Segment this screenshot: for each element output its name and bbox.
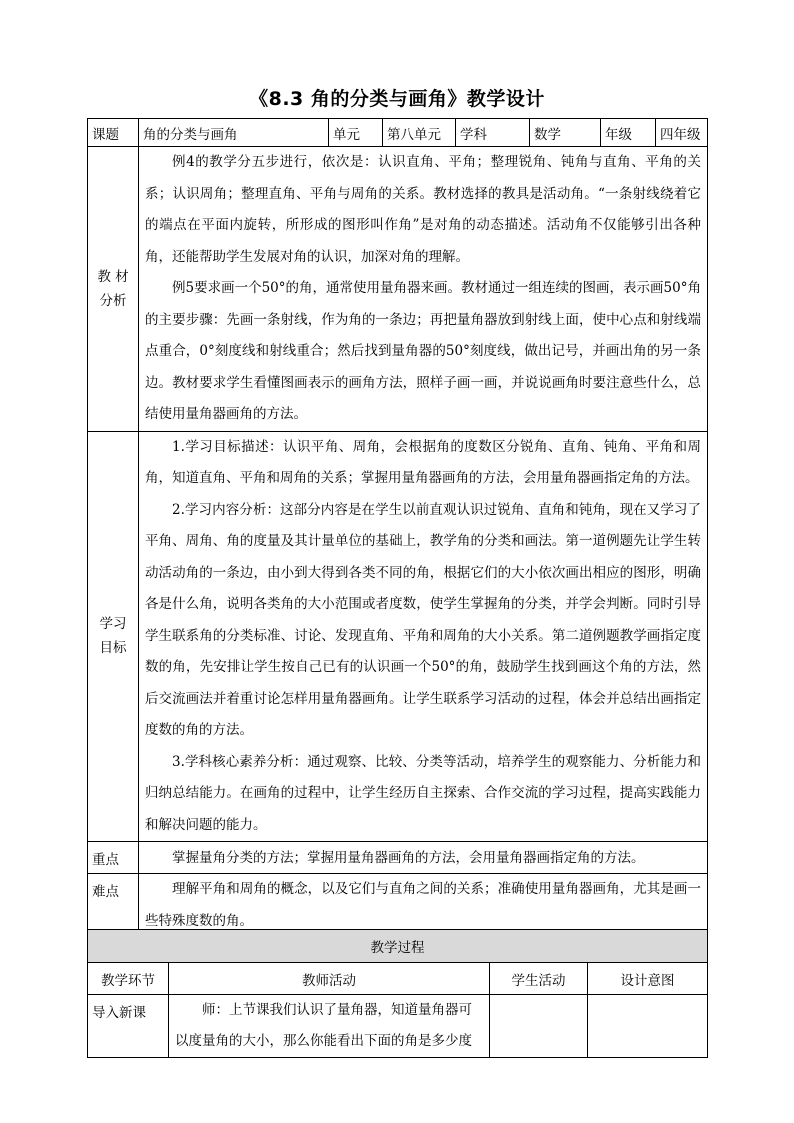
process-heading-row (88, 930, 708, 963)
grade-value: 四年级 (656, 119, 708, 147)
difficulty-label: 难点 (88, 874, 139, 938)
process-row-intro (88, 995, 708, 1058)
analysis-paragraph: 例4的教学分五步进行，依次是：认识直角、平角；整理锐角、钝角与直角、平角的关系；认识周角；整理直角、平角与周角的关系。教材选择的教具是活动角。“一条射线绕着它的端点在平面内旋转，所形成的图形叫作角”是对角的动态描述。活动角不仅能够引出各种角，还能帮助学生发展对角的认识，加深对角的理解。 (145, 154, 701, 265)
subject-value: 数学 (530, 119, 601, 147)
col-teacher-header: 教师活动 (169, 963, 490, 995)
analysis-paragraph: 例5要求画一个50°的角，通常使用量角器来画。教材通过一组连续的图画，表示画50°角的主要步骤：先画一条射线，作为角的一条边；再把量角器放到射线上面，使中心点和射线端点重合，0°刻度线和射线重合；然后找到量角器的50°刻度线，做出记号，并画出角的另一条边。教材要求学生看懂图画表示的画角方法，照样子画一画，并说说画角时要注意些什么，总结使用量角器画角的方法。 (145, 280, 701, 422)
unit-value: 第八单元 (383, 119, 456, 147)
objectives-row (88, 431, 708, 842)
objectives-paragraph: 3.学科核心素养分析：通过观察、比较、分类等活动，培养学生的观察能力、分析能力和归纳总结能力。在画角的过程中，让学生经历自主探索、合作交流的学习过程，提高实践能力和解决问题的能力。 (145, 753, 701, 833)
subject-label: 学科 (456, 119, 530, 147)
topic-value: 角的分类与画角 (139, 119, 329, 147)
col-stage-header: 教学环节 (88, 963, 169, 995)
analysis-content (139, 147, 708, 432)
objectives-paragraph: 1.学习目标描述：认识平角、周角，会根据角的度数区分锐角、直角、钝角、平角和周角，知道直角、平角和周角的关系；掌握用量角器画角的方法，会用量角器画指定角的方法。 (145, 438, 701, 486)
teaching-process-table (87, 929, 708, 1058)
key-point-row (88, 842, 708, 874)
process-heading: 教学过程 (88, 930, 708, 963)
header-row (88, 119, 708, 147)
difficulty-content: 理解平角和周角的概念，以及它们与直角之间的关系；准确使用量角器画角，尤其是画一些特殊度数的角。 (139, 874, 708, 938)
objectives-label: 学习 目标 (88, 431, 139, 842)
key-point-content: 掌握量角分类的方法；掌握用量角器画角的方法，会用量角器画指定角的方法。 (139, 842, 708, 874)
document-title: 《8.3 角的分类与画角》教学设计 (249, 88, 545, 110)
grade-label: 年级 (601, 119, 656, 147)
intro-student-activity (490, 995, 588, 1058)
objectives-content (139, 431, 708, 842)
process-column-headers (88, 963, 708, 995)
lesson-info-table (87, 118, 708, 938)
analysis-label: 教 材 分析 (88, 147, 139, 432)
intro-design-intent (588, 995, 708, 1058)
topic-label: 课题 (88, 119, 139, 147)
col-student-header: 学生活动 (490, 963, 588, 995)
objectives-paragraph: 2.学习内容分析：这部分内容是在学生以前直观认识过锐角、直角和钝角，现在又学习了平角、周角、角的度量及其计量单位的基础上，教学角的分类和画法。第一道例题先让学生转动活动角的一条边，由小到大得到各类不同的角，根据它们的大小依次画出相应的图形，明确各是什么角，说明各类角的大小范围或者度数，使学生掌握角的分类，并学会判断。同时引导学生联系角的分类标准、讨论、发现直角、平角和周角的大小关系。第二道例题教学画指定度数的角，先安排让学生按自己已有的认识画一个50°的角，鼓励学生找到画这个角的方法，然后交流画法并着重讨论怎样用量角器画角。让学生联系学习活动的过程，体会并总结出画指定度数的角的方法。 (145, 501, 701, 738)
intro-teacher-activity: 师：上节课我们认识了量角器，知道量角器可以度量角的大小，那么你能看出下面的角是多少度 (169, 995, 490, 1058)
difficulty-row (88, 874, 708, 938)
key-point-label: 重点 (88, 842, 139, 874)
analysis-row (88, 147, 708, 432)
unit-label: 单元 (329, 119, 383, 147)
col-intent-header: 设计意图 (588, 963, 708, 995)
intro-stage: 导入新课 (88, 995, 169, 1058)
